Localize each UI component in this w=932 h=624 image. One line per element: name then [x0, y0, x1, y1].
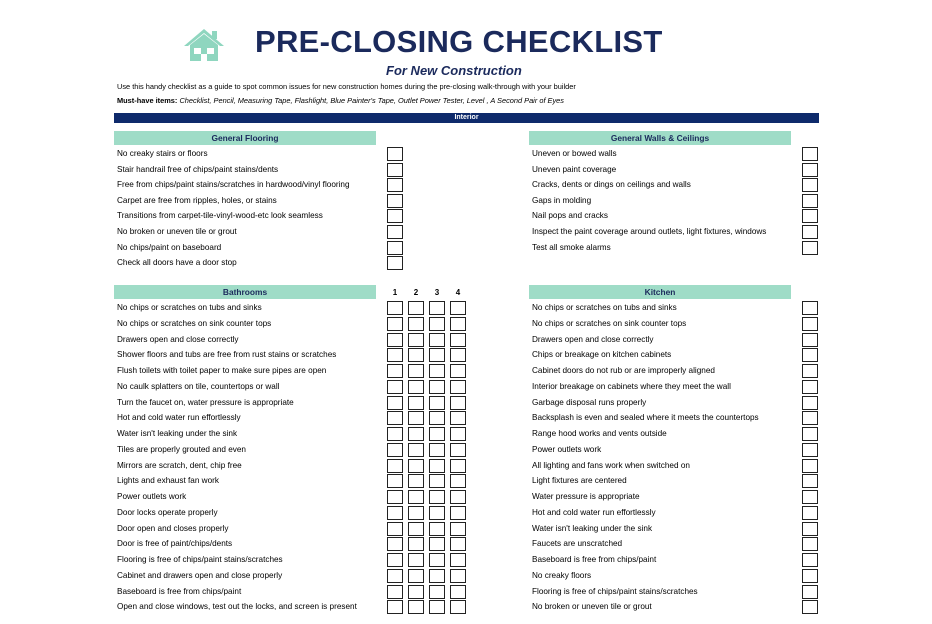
section-header-flooring: General Flooring — [114, 131, 376, 145]
house-icon — [182, 27, 226, 63]
kitchen-checkbox[interactable] — [802, 427, 818, 441]
bathrooms-checkbox-2[interactable] — [408, 443, 424, 457]
bathrooms-checkbox-1[interactable] — [387, 459, 403, 473]
bathrooms-checkbox-4[interactable] — [450, 506, 466, 520]
bathrooms-item-label: Open and close windows, test out the locks, and screen is present — [117, 602, 357, 612]
bathrooms-checkbox-1[interactable] — [387, 443, 403, 457]
bathrooms-checkbox-3[interactable] — [429, 427, 445, 441]
kitchen-item-label: Hot and cold water run effortlessly — [532, 507, 656, 517]
flooring-checkbox[interactable] — [387, 163, 403, 177]
kitchen-checkbox[interactable] — [802, 537, 818, 551]
bathrooms-item-label: Door open and closes properly — [117, 523, 229, 533]
kitchen-item-label: Water isn't leaking under the sink — [532, 523, 653, 533]
bathrooms-checkbox-4[interactable] — [450, 427, 466, 441]
bathrooms-checkbox-3[interactable] — [429, 490, 445, 504]
flooring-checkbox[interactable] — [387, 147, 403, 161]
flooring-checkbox[interactable] — [387, 194, 403, 208]
bathrooms-checkbox-1[interactable] — [387, 474, 403, 488]
kitchen-checkbox[interactable] — [802, 459, 818, 473]
bathrooms-checkbox-2[interactable] — [408, 348, 424, 362]
kitchen-checkbox[interactable] — [802, 333, 818, 347]
walls-checkbox[interactable] — [802, 241, 818, 255]
bathrooms-checkbox-2[interactable] — [408, 585, 424, 599]
bathrooms-checkbox-4[interactable] — [450, 600, 466, 614]
bathrooms-checkbox-4[interactable] — [450, 443, 466, 457]
bathrooms-item-label: Water isn't leaking under the sink — [117, 429, 238, 438]
bathrooms-checkbox-3[interactable] — [429, 333, 445, 347]
walls-item-label: Uneven or bowed walls — [532, 149, 617, 158]
kitchen-item-label: Water pressure is appropriate — [532, 492, 640, 501]
bathrooms-item-label: Flush toilets with toilet paper to make sure pipes are open — [117, 366, 327, 375]
kitchen-checkbox[interactable] — [802, 380, 818, 394]
bathrooms-checkbox-2[interactable] — [408, 411, 424, 425]
flooring-item-label: Stair handrail free of chips/paint stains/dents — [117, 164, 279, 174]
bathrooms-checkbox-2[interactable] — [408, 333, 424, 347]
bathrooms-checkbox-3[interactable] — [429, 585, 445, 599]
bathrooms-checkbox-1[interactable] — [387, 333, 403, 347]
kitchen-checkbox[interactable] — [802, 317, 818, 331]
bathrooms-checkbox-3[interactable] — [429, 411, 445, 425]
walls-checkbox[interactable] — [802, 194, 818, 208]
page-subtitle: For New Construction — [386, 63, 522, 78]
walls-item-label: Gaps in molding — [532, 195, 592, 205]
bathrooms-checkbox-4[interactable] — [450, 411, 466, 425]
bathrooms-checkbox-1[interactable] — [387, 569, 403, 583]
kitchen-checkbox[interactable] — [802, 396, 818, 410]
kitchen-checkbox[interactable] — [802, 569, 818, 583]
bathrooms-checkbox-1[interactable] — [387, 364, 403, 378]
kitchen-item-label: Drawers open and close correctly — [532, 334, 654, 344]
bathrooms-checkbox-2[interactable] — [408, 490, 424, 504]
bathrooms-item-label: Door is free of paint/chips/dents — [117, 539, 233, 549]
bathrooms-checkbox-4[interactable] — [450, 459, 466, 473]
bathrooms-checkbox-3[interactable] — [429, 522, 445, 536]
kitchen-checkbox[interactable] — [802, 490, 818, 504]
must-have-items: Checklist, Pencil, Measuring Tape, Flashlight, Blue Painter's Tape, Outlet Power Tester, Level , A Second Pair of Eyes — [179, 96, 564, 105]
flooring-item-label: No broken or uneven tile or grout — [117, 227, 237, 236]
bathrooms-checkbox-3[interactable] — [429, 506, 445, 520]
bathrooms-checkbox-1[interactable] — [387, 506, 403, 520]
bathrooms-checkbox-4[interactable] — [450, 490, 466, 504]
walls-item-label: Uneven paint coverage — [532, 164, 617, 174]
flooring-item-label: No creaky stairs or floors — [117, 149, 208, 158]
bathrooms-checkbox-1[interactable] — [387, 301, 403, 315]
bathrooms-checkbox-2[interactable] — [408, 600, 424, 614]
bathrooms-checkbox-1[interactable] — [387, 600, 403, 614]
bathroom-column-number: 1 — [392, 288, 398, 297]
intro-text: Use this handy checklist as a guide to spot common issues for new construction homes during the pre-closing walk-through with your builder — [117, 82, 576, 91]
flooring-checkbox[interactable] — [387, 256, 403, 270]
bathrooms-checkbox-4[interactable] — [450, 301, 466, 315]
kitchen-checkbox[interactable] — [802, 553, 818, 567]
bathrooms-checkbox-3[interactable] — [429, 301, 445, 315]
page-title: PRE-CLOSING CHECKLIST — [255, 24, 663, 59]
bathrooms-item-label: Cabinet and drawers open and close properly — [117, 570, 283, 580]
kitchen-item-label: Cabinet doors do not rub or are improperly aligned — [532, 366, 715, 375]
bathrooms-item-label: Hot and cold water run effortlessly — [117, 413, 241, 423]
bathrooms-item-label: Mirrors are scratch, dent, chip free — [117, 460, 242, 470]
bathrooms-checkbox-3[interactable] — [429, 396, 445, 410]
bathrooms-checkbox-1[interactable] — [387, 585, 403, 599]
section-header-bathrooms: Bathrooms — [114, 285, 376, 299]
bathrooms-checkbox-1[interactable] — [387, 411, 403, 425]
walls-checkbox[interactable] — [802, 147, 818, 161]
bathrooms-checkbox-4[interactable] — [450, 522, 466, 536]
kitchen-item-label: No creaky floors — [532, 570, 592, 580]
bathrooms-item-label: Baseboard is free from chips/paint — [117, 586, 242, 596]
bathrooms-checkbox-3[interactable] — [429, 459, 445, 473]
walls-checkbox[interactable] — [802, 209, 818, 223]
kitchen-checkbox[interactable] — [802, 474, 818, 488]
bathrooms-checkbox-2[interactable] — [408, 522, 424, 536]
bathrooms-checkbox-3[interactable] — [429, 443, 445, 457]
flooring-item-label: Transitions from carpet-tile-vinyl-wood-etc look seamless — [117, 211, 323, 221]
bathrooms-checkbox-3[interactable] — [429, 380, 445, 394]
bathroom-column-number: 3 — [434, 288, 440, 297]
bathrooms-checkbox-3[interactable] — [429, 600, 445, 614]
bathrooms-checkbox-3[interactable] — [429, 537, 445, 551]
bathroom-column-number: 2 — [413, 288, 419, 297]
kitchen-checkbox[interactable] — [802, 443, 818, 457]
bathrooms-item-label: Power outlets work — [117, 492, 187, 501]
bathrooms-checkbox-3[interactable] — [429, 348, 445, 362]
bathrooms-checkbox-2[interactable] — [408, 317, 424, 331]
kitchen-item-label: Light fixtures are centered — [532, 476, 627, 486]
kitchen-checkbox[interactable] — [802, 506, 818, 520]
flooring-checkbox[interactable] — [387, 209, 403, 223]
bathrooms-item-label: Turn the faucet on, water pressure is appropriate — [117, 397, 294, 407]
kitchen-item-label: Baseboard is free from chips/paint — [532, 555, 657, 564]
bathrooms-checkbox-2[interactable] — [408, 537, 424, 551]
kitchen-checkbox[interactable] — [802, 522, 818, 536]
bathrooms-checkbox-4[interactable] — [450, 380, 466, 394]
bathrooms-item-label: Flooring is free of chips/paint stains/scratches — [117, 555, 283, 564]
kitchen-item-label: Garbage disposal runs properly — [532, 397, 647, 407]
must-have-line — [117, 96, 564, 105]
section-header-kitchen: Kitchen — [529, 285, 791, 299]
bathrooms-checkbox-2[interactable] — [408, 427, 424, 441]
bathrooms-checkbox-1[interactable] — [387, 522, 403, 536]
bathrooms-checkbox-4[interactable] — [450, 333, 466, 347]
bathrooms-checkbox-4[interactable] — [450, 553, 466, 567]
bathrooms-checkbox-1[interactable] — [387, 490, 403, 504]
kitchen-item-label: All lighting and fans work when switched on — [532, 460, 690, 470]
kitchen-checkbox[interactable] — [802, 411, 818, 425]
bathrooms-checkbox-2[interactable] — [408, 459, 424, 473]
kitchen-item-label: Range hood works and vents outside — [532, 429, 667, 438]
bathrooms-checkbox-2[interactable] — [408, 506, 424, 520]
bathrooms-checkbox-2[interactable] — [408, 569, 424, 583]
flooring-item-label: Carpet are free from ripples, holes, or stains — [117, 195, 277, 205]
bathrooms-checkbox-2[interactable] — [408, 380, 424, 394]
kitchen-item-label: Faucets are unscratched — [532, 539, 623, 549]
bathrooms-checkbox-3[interactable] — [429, 474, 445, 488]
bathrooms-checkbox-3[interactable] — [429, 553, 445, 567]
bathrooms-item-label: Tiles are properly grouted and even — [117, 444, 246, 454]
bathrooms-checkbox-1[interactable] — [387, 427, 403, 441]
kitchen-item-label: Interior breakage on cabinets where they meet the wall — [532, 381, 731, 391]
kitchen-checkbox[interactable] — [802, 301, 818, 315]
walls-checkbox[interactable] — [802, 225, 818, 239]
bathrooms-checkbox-2[interactable] — [408, 474, 424, 488]
bathrooms-checkbox-4[interactable] — [450, 348, 466, 362]
kitchen-item-label: Chips or breakage on kitchen cabinets — [532, 350, 672, 360]
must-have-label: Must-have items: — [117, 96, 178, 105]
bathroom-column-number: 4 — [455, 288, 461, 297]
bathrooms-checkbox-3[interactable] — [429, 569, 445, 583]
kitchen-item-label: Flooring is free of chips/paint stains/scratches — [532, 586, 698, 596]
flooring-item-label: Free from chips/paint stains/scratches in hardwood/vinyl flooring — [117, 180, 350, 190]
bathrooms-item-label: Lights and exhaust fan work — [117, 476, 219, 486]
section-banner-interior: Interior — [114, 113, 819, 123]
bathrooms-checkbox-2[interactable] — [408, 396, 424, 410]
bathrooms-checkbox-2[interactable] — [408, 364, 424, 378]
bathrooms-item-label: No chips or scratches on sink counter tops — [117, 318, 272, 328]
walls-item-label: Test all smoke alarms — [532, 242, 611, 252]
bathrooms-item-label: No caulk splatters on tile, countertops or wall — [117, 381, 280, 391]
bathrooms-item-label: No chips or scratches on tubs and sinks — [117, 303, 262, 312]
walls-item-label: Nail pops and cracks — [532, 211, 608, 221]
bathrooms-item-label: Door locks operate properly — [117, 507, 218, 517]
section-header-walls: General Walls & Ceilings — [529, 131, 791, 145]
bathrooms-checkbox-4[interactable] — [450, 537, 466, 551]
bathrooms-checkbox-1[interactable] — [387, 348, 403, 362]
bathrooms-checkbox-1[interactable] — [387, 396, 403, 410]
kitchen-item-label: Backsplash is even and sealed where it meets the countertops — [532, 413, 759, 423]
flooring-item-label: No chips/paint on baseboard — [117, 242, 222, 252]
bathrooms-checkbox-3[interactable] — [429, 364, 445, 378]
bathrooms-checkbox-4[interactable] — [450, 569, 466, 583]
kitchen-item-label: No chips or scratches on tubs and sinks — [532, 303, 677, 312]
bathrooms-checkbox-4[interactable] — [450, 317, 466, 331]
walls-item-label: Cracks, dents or dings on ceilings and walls — [532, 180, 691, 190]
flooring-item-label: Check all doors have a door stop — [117, 258, 237, 268]
walls-checkbox[interactable] — [802, 178, 818, 192]
kitchen-checkbox[interactable] — [802, 600, 818, 614]
kitchen-checkbox[interactable] — [802, 348, 818, 362]
bathrooms-item-label: Drawers open and close correctly — [117, 334, 239, 344]
bathrooms-checkbox-1[interactable] — [387, 553, 403, 567]
flooring-checkbox[interactable] — [387, 241, 403, 255]
bathrooms-item-label: Shower floors and tubs are free from rust stains or scratches — [117, 350, 337, 360]
walls-checkbox[interactable] — [802, 163, 818, 177]
flooring-checkbox[interactable] — [387, 225, 403, 239]
bathrooms-checkbox-2[interactable] — [408, 553, 424, 567]
kitchen-checkbox[interactable] — [802, 364, 818, 378]
kitchen-checkbox[interactable] — [802, 585, 818, 599]
bathrooms-checkbox-4[interactable] — [450, 364, 466, 378]
kitchen-item-label: Power outlets work — [532, 444, 602, 454]
bathrooms-checkbox-1[interactable] — [387, 537, 403, 551]
bathrooms-checkbox-1[interactable] — [387, 317, 403, 331]
kitchen-item-label: No chips or scratches on sink counter tops — [532, 318, 687, 328]
bathrooms-checkbox-1[interactable] — [387, 380, 403, 394]
flooring-checkbox[interactable] — [387, 178, 403, 192]
bathrooms-checkbox-4[interactable] — [450, 396, 466, 410]
bathrooms-checkbox-3[interactable] — [429, 317, 445, 331]
kitchen-item-label: No broken or uneven tile or grout — [532, 602, 652, 612]
bathrooms-checkbox-4[interactable] — [450, 474, 466, 488]
bathrooms-checkbox-4[interactable] — [450, 585, 466, 599]
walls-item-label: Inspect the paint coverage around outlets, light fixtures, windows — [532, 227, 767, 236]
bathrooms-checkbox-2[interactable] — [408, 301, 424, 315]
